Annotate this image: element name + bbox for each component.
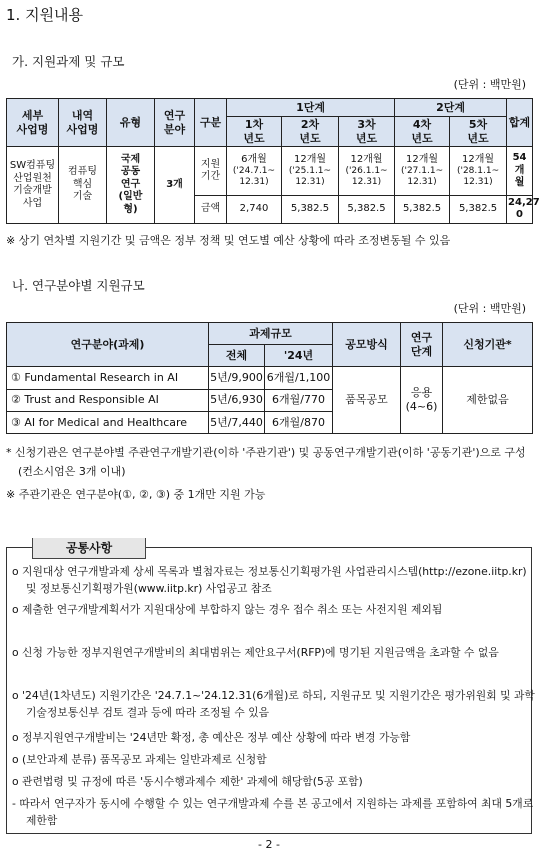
common-item-3: o 신청 가능한 정부지원연구개발비의 최대범위는 제안요구서(RFP)에 명기된 지원금액을 초과할 수 없음 — [12, 646, 499, 659]
amount-cell-3: 5,382.5 — [339, 195, 395, 223]
period-cell-4: 12개월 ('27.1.1~ 12.31) — [395, 147, 450, 195]
row-type: 국제 공동 연구 (일반 형) — [107, 147, 155, 224]
header-year-3: 3차 년도 — [339, 117, 395, 147]
t2-method: 품목공모 — [333, 367, 401, 434]
t2-row-y24-1: 6개월/1,100 — [265, 367, 333, 389]
common-item-1: o 지원대상 연구개발과제 상세 목록과 별첨자료는 정보통신기획평가원 사업관리시스템(http://ezone.iitp.kr) 및 정보통신기획평가원(www.iitp.kr) 사업공고 참조 — [12, 565, 527, 595]
period-cell-1: 6개월 ('24.7.1~ 12.31) — [227, 147, 282, 195]
header-total: 합계 — [507, 99, 533, 147]
t2-row-all-3: 5년/7,440 — [209, 411, 265, 433]
unit-label-1: (단위 : 백만원) — [453, 78, 526, 91]
page-number: - 2 - — [258, 838, 280, 851]
row-amount-label: 금액 — [195, 195, 227, 223]
amount-cell-5: 5,382.5 — [450, 195, 507, 223]
row-sub: 컴퓨팅 핵심 기술 — [59, 147, 107, 224]
t2-row-all-1: 5년/9,900 — [209, 367, 265, 389]
t2-header-applicant: 신청기관* — [443, 323, 533, 367]
t2-row-all-2: 5년/6,930 — [209, 389, 265, 411]
note-lead-org: ※ 주관기관은 연구분야(①, ②, ③) 중 1개만 지원 가능 — [6, 488, 266, 501]
header-field: 연구 분야 — [155, 99, 195, 147]
t2-header-method: 공모방식 — [333, 323, 401, 367]
t2-row-y24-2: 6개월/770 — [265, 389, 333, 411]
amount-cell-1: 2,740 — [227, 195, 282, 223]
header-stage2: 2단계 — [395, 99, 507, 117]
common-item-2: o 제출한 연구개발계획서가 지원대상에 부합하지 않는 경우 접수 취소 또는 사전지원 제외됨 — [12, 603, 443, 616]
common-item-5: o 정부지원연구개발비는 '24년만 확정, 총 예산은 정부 예산 상황에 따라 변경 가능함 — [12, 731, 411, 744]
header-type: 유형 — [107, 99, 155, 147]
period-total: 54개 월 — [507, 147, 533, 195]
common-item-8: - 따라서 연구자가 동시에 수행할 수 있는 연구개발과제 수를 본 공고에서 지원하는 과제를 포함하여 최대 5개로 제한함 — [12, 797, 534, 827]
amount-total: 24,27 0 — [507, 195, 533, 223]
t2-applicant: 제한없음 — [443, 367, 533, 434]
t2-row-field-1: ① Fundamental Research in AI — [7, 367, 209, 389]
t2-header-all: 전체 — [209, 345, 265, 367]
t2-stage: 응용 (4~6) — [401, 367, 443, 434]
common-title: 공통사항 — [32, 538, 146, 559]
t2-header-scale: 과제규모 — [209, 323, 333, 345]
header-year-4: 4차 년도 — [395, 117, 450, 147]
section-b-title: 나. 연구분야별 지원규모 — [12, 278, 145, 293]
header-year-2: 2차 년도 — [282, 117, 339, 147]
header-stage1: 1단계 — [227, 99, 395, 117]
amount-cell-4: 5,382.5 — [395, 195, 450, 223]
row-field: 3개 — [155, 147, 195, 224]
t2-header-stage: 연구 단계 — [401, 323, 443, 367]
header-year-5: 5차 년도 — [450, 117, 507, 147]
common-item-7: o 관련법령 및 규정에 따른 '동시수행과제수 제한' 과제에 해당함(5공 포함) — [12, 775, 363, 788]
section-a-title: 가. 지원과제 및 규모 — [12, 54, 125, 69]
note-applicant: * 신청기관은 연구분야별 주관연구개발기관(이하 '주관기관') 및 공동연구개발기관(이하 '공동기관')으로 구성(컨소시엄은 3개 이내) — [6, 446, 526, 478]
unit-label-2: (단위 : 백만원) — [453, 302, 526, 315]
header-sub: 내역 사업명 — [59, 99, 107, 147]
page-title: 1. 지원내용 — [6, 6, 84, 24]
period-cell-5: 12개월 ('28.1.1~ 12.31) — [450, 147, 507, 195]
period-cell-2: 12개월 ('25.1.1~ 12.31) — [282, 147, 339, 195]
header-year-1: 1차 년도 — [227, 117, 282, 147]
field-table — [6, 322, 533, 434]
t2-row-y24-3: 6개월/870 — [265, 411, 333, 433]
t2-row-field-3: ③ AI for Medical and Healthcare — [7, 411, 209, 433]
common-item-6: o (보안과제 분류) 품목공모 과제는 일반과제로 신청함 — [12, 753, 267, 766]
common-item-4: o '24년(1차년도) 지원기간은 '24.7.1~'24.12.31(6개월)로 하되, 지원규모 및 지원기간은 평가위원회 및 과학기술정보통신부 검토 결과 등에 따라 조정될 수 있음 — [12, 689, 535, 719]
row-period-label: 지원 기간 — [195, 147, 227, 195]
amount-cell-2: 5,382.5 — [282, 195, 339, 223]
t2-row-field-2: ② Trust and Responsible AI — [7, 389, 209, 411]
support-table — [6, 98, 540, 224]
t2-header-field: 연구분야(과제) — [7, 323, 209, 367]
period-cell-3: 12개월 ('26.1.1~ 12.31) — [339, 147, 395, 195]
header-div: 구분 — [195, 99, 227, 147]
row-biz: SW컴퓨팅 산업원천 기술개발 사업 — [7, 147, 59, 224]
t2-header-y24: '24년 — [265, 345, 333, 367]
note-schedule: ※ 상기 연차별 지원기간 및 금액은 정부 정책 및 연도별 예산 상황에 따라 조정변동될 수 있음 — [6, 234, 451, 247]
header-biz: 세부 사업명 — [7, 99, 59, 147]
